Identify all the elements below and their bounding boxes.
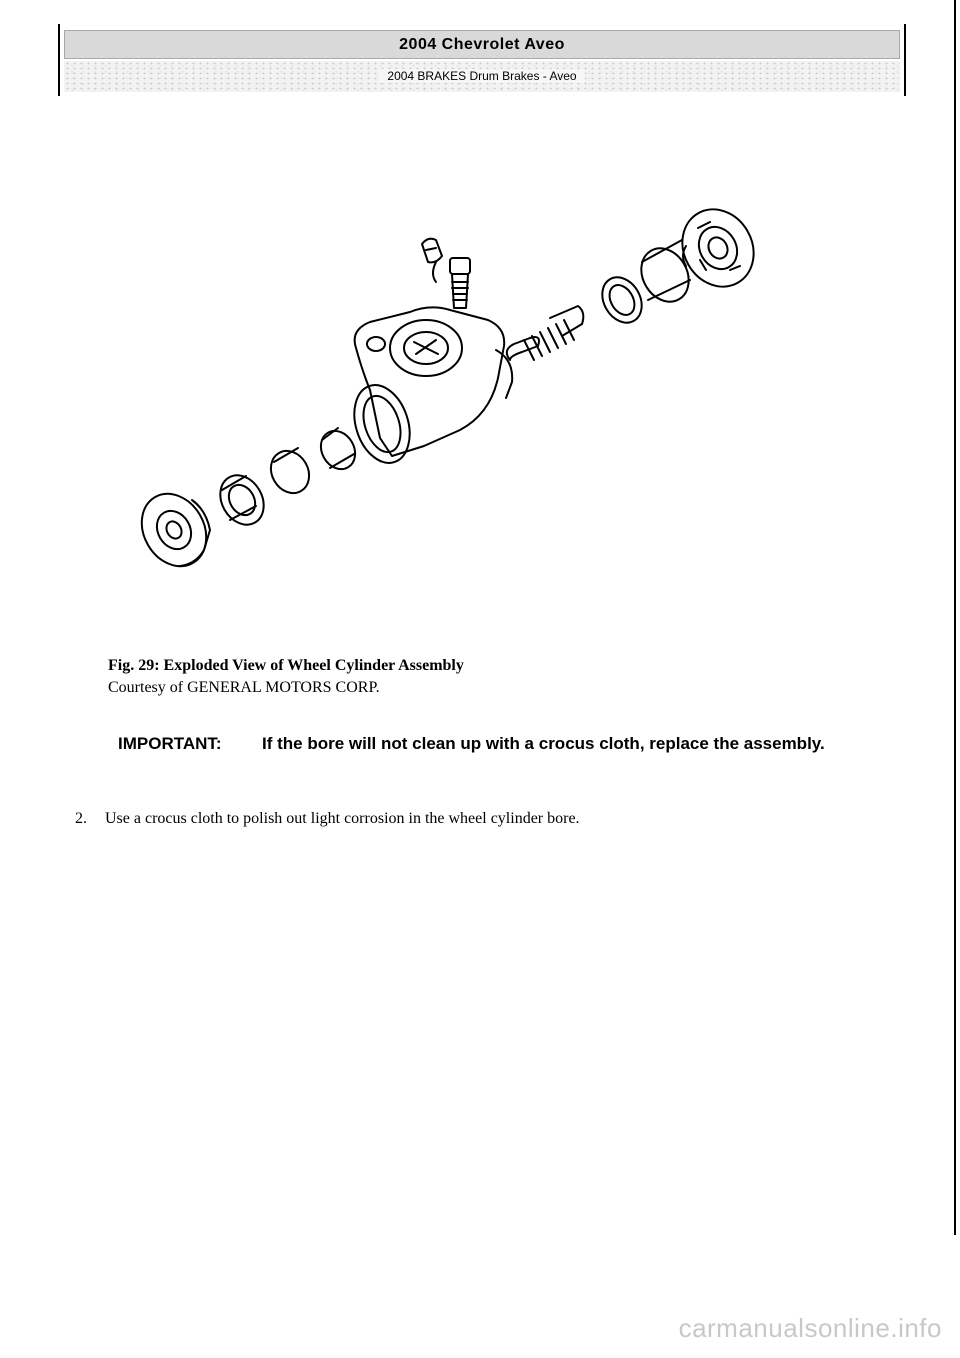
page-edge-rule xyxy=(954,0,956,1235)
step-text: Use a crocus cloth to polish out light corrosion in the wheel cylinder bore. xyxy=(105,810,580,827)
bleeder-screw xyxy=(450,258,470,308)
document-subtitle: 2004 BRAKES Drum Brakes - Aveo xyxy=(379,69,584,83)
figure-caption-title: Fig. 29: Exploded View of Wheel Cylinder Assembly xyxy=(108,657,464,674)
figure-caption xyxy=(108,655,464,699)
step-number: 2. xyxy=(75,810,87,827)
spring xyxy=(507,306,584,360)
procedure-step xyxy=(75,808,580,830)
document-title: 2004 Chevrolet Aveo xyxy=(64,30,900,59)
dust-boot-right xyxy=(669,200,768,300)
cup-right xyxy=(594,270,649,330)
cup-left xyxy=(314,425,362,476)
figure-caption-courtesy: Courtesy of GENERAL MOTORS CORP. xyxy=(108,679,380,696)
bleeder-cap xyxy=(422,239,442,282)
left-frame-rule xyxy=(58,24,60,96)
cup-left-2 xyxy=(263,444,316,500)
cylinder-body xyxy=(345,307,512,470)
piston-left xyxy=(212,467,273,532)
important-text: If the bore will not clean up with a crocus cloth, replace the assembly. xyxy=(262,734,825,753)
document-header xyxy=(64,30,900,92)
document-subtitle-bar xyxy=(64,61,900,92)
watermark: carmanualsonline.info xyxy=(678,1313,942,1343)
important-label: IMPORTANT: xyxy=(118,734,222,753)
wheel-cylinder-exploded-diagram xyxy=(130,200,770,600)
dust-boot-left xyxy=(130,482,219,578)
right-frame-rule xyxy=(904,24,906,96)
